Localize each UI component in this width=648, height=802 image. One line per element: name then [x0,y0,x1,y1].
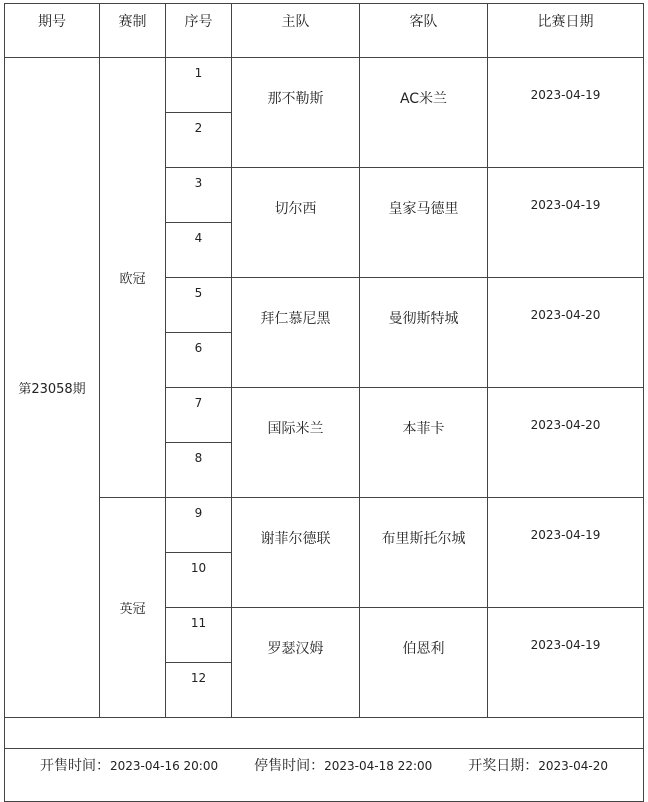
sale-stop-label: 停售时间： [254,758,325,774]
seq-cell: 10 [166,553,232,608]
table-row [5,498,644,553]
draw-date [468,755,608,775]
header-period: 期号 [5,4,100,58]
match-date-cell: 2023-04-19 [488,58,644,168]
seq-cell: 2 [166,113,232,168]
seq-cell: 8 [166,443,232,498]
seq-cell: 3 [166,168,232,223]
header-home: 主队 [232,4,360,58]
header-seq: 序号 [166,4,232,58]
away-team-cell: 伯恩利 [360,608,488,718]
seq-cell: 1 [166,58,232,113]
home-team-cell: 罗瑟汉姆 [232,608,360,718]
header-competition: 赛制 [100,4,166,58]
home-team-cell: 拜仁慕尼黑 [232,278,360,388]
match-date-cell: 2023-04-20 [488,388,644,498]
match-date-cell: 2023-04-20 [488,278,644,388]
seq-cell: 4 [166,223,232,278]
table-row [5,58,644,113]
sale-start-label: 开售时间： [39,758,110,774]
sale-start [40,755,218,775]
blank-cell [5,718,644,749]
match-date-cell: 2023-04-19 [488,498,644,608]
seq-cell: 12 [166,663,232,718]
away-team-cell: 皇家马德里 [360,168,488,278]
seq-cell: 11 [166,608,232,663]
header-row [5,4,644,58]
seq-cell: 7 [166,388,232,443]
home-team-cell: 国际米兰 [232,388,360,498]
competition-cell-2: 英冠 [100,498,166,718]
draw-date-label: 开奖日期： [468,758,539,774]
home-team-cell: 谢菲尔德联 [232,498,360,608]
sale-stop [254,755,432,775]
competition-cell-1: 欧冠 [100,58,166,498]
header-away: 客队 [360,4,488,58]
seq-cell: 9 [166,498,232,553]
blank-row [5,718,644,749]
period-cell: 第23058期 [5,58,100,718]
home-team-cell: 切尔西 [232,168,360,278]
footer-row [5,749,644,802]
match-date-cell: 2023-04-19 [488,168,644,278]
header-date: 比赛日期 [488,4,644,58]
away-team-cell: 曼彻斯特城 [360,278,488,388]
seq-cell: 5 [166,278,232,333]
away-team-cell: AC米兰 [360,58,488,168]
match-date-cell: 2023-04-19 [488,608,644,718]
draw-date-value: 2023-04-20 [538,759,609,773]
sale-stop-value: 2023-04-18 22:00 [324,759,433,773]
away-team-cell: 本菲卡 [360,388,488,498]
footer-cell [5,749,644,802]
schedule-table [4,3,644,802]
home-team-cell: 那不勒斯 [232,58,360,168]
away-team-cell: 布里斯托尔城 [360,498,488,608]
seq-cell: 6 [166,333,232,388]
sale-start-value: 2023-04-16 20:00 [109,759,219,773]
